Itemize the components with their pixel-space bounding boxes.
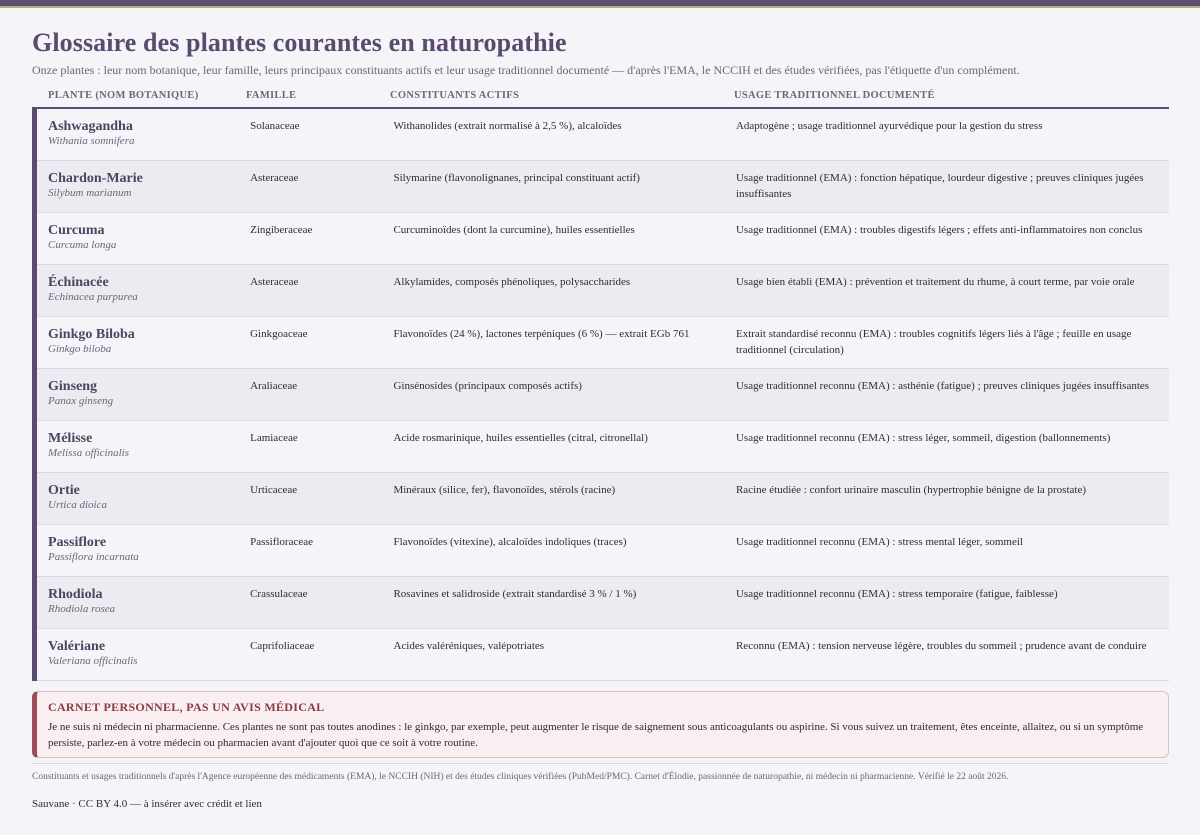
column-header-family: FAMILLE — [246, 90, 297, 101]
plant-name: Ginseng — [48, 379, 98, 394]
constituents-cell: Silymarine (flavonolignanes, principal constituant actif) — [393, 172, 640, 184]
constituents-cell: Acides valéréniques, valépotriates — [393, 640, 545, 652]
family-cell: Araliaceae — [250, 380, 298, 392]
table-row — [37, 473, 1169, 525]
constituents-cell: Minéraux (silice, fer), flavonoïdes, stérols (racine) — [393, 484, 616, 496]
table-row — [37, 161, 1169, 213]
plant-name: Chardon-Marie — [48, 171, 143, 186]
table-row — [37, 629, 1169, 681]
constituents-cell: Ginsénosides (principaux composés actifs) — [393, 380, 582, 392]
plant-cell — [37, 534, 250, 576]
plant-cell — [37, 170, 250, 212]
usage-cell: Usage traditionnel reconnu (EMA) : stress mental léger, sommeil — [735, 536, 1023, 548]
column-header-constituents: CONSTITUANTS ACTIFS — [390, 90, 520, 101]
botanical-name: Melissa officinalis — [48, 447, 129, 459]
usage-cell: Usage bien établi (EMA) : prévention et traitement du rhume, à court terme, par voie orale — [735, 276, 1135, 288]
plants-table-body — [32, 109, 1169, 681]
botanical-name: Panax ginseng — [48, 395, 114, 407]
table-row — [37, 265, 1169, 317]
family-cell: Solanaceae — [250, 120, 300, 132]
table-row — [37, 213, 1169, 265]
plant-cell — [37, 222, 250, 264]
table-row — [37, 109, 1169, 161]
plant-name: Valériane — [48, 639, 106, 654]
constituents-cell: Acide rosmarinique, huiles essentielles (citral, citronellal) — [393, 432, 648, 444]
usage-cell: Usage traditionnel (EMA) : troubles digestifs légers ; effets anti-inflammatoires non conclus — [735, 224, 1143, 236]
constituents-cell: Flavonoïdes (vitexine), alcaloïdes indoliques (traces) — [393, 536, 627, 548]
plant-cell — [37, 326, 250, 368]
table-row — [37, 577, 1169, 629]
family-cell: Passifloraceae — [250, 536, 314, 548]
table-row — [37, 421, 1169, 473]
table-row — [37, 525, 1169, 577]
botanical-name: Passiflora incarnata — [48, 551, 139, 563]
plant-cell — [37, 118, 250, 160]
table-row — [37, 317, 1169, 369]
family-cell: Asteraceae — [250, 172, 299, 184]
family-cell: Zingiberaceae — [250, 224, 313, 236]
column-header-plant: PLANTE (NOM BOTANIQUE) — [48, 90, 199, 101]
botanical-name: Withania somnifera — [48, 135, 135, 147]
family-cell: Ginkgoaceae — [250, 328, 308, 340]
botanical-name: Valeriana officinalis — [48, 655, 138, 667]
table-header — [32, 90, 1169, 109]
disclaimer-text: Je ne suis ni médecin ni pharmacienne. Ces plantes ne sont pas toutes anodines : le ginkgo, par exemple, peut augmenter le risque de saignement sous anticoagulants ou aspirine. Si vous suivez un traitement, êtes enceinte, allaitez, ou si un symptôme persiste, parlez-en à votre médecin ou pharmacien avant d'ajouter quoi que ce soit à votre routine. — [48, 721, 1144, 749]
plant-cell — [37, 638, 250, 680]
plant-cell — [37, 378, 250, 420]
botanical-name: Echinacea purpurea — [48, 291, 138, 303]
page-subtitle: Onze plantes : leur nom botanique, leur famille, leurs principaux constituants actifs et leur usage traditionnel documenté — d'après l'EMA, le NCCIH et des études vérifiées, pas l'étiquette d'un complément. — [32, 63, 1020, 77]
usage-cell: Usage traditionnel reconnu (EMA) : stress temporaire (fatigue, faiblesse) — [735, 588, 1058, 600]
usage-cell: Reconnu (EMA) : tension nerveuse légère, troubles du sommeil ; prudence avant de conduire — [735, 640, 1147, 652]
family-cell: Asteraceae — [250, 276, 299, 288]
glossary-page — [32, 28, 1169, 811]
botanical-name: Rhodiola rosea — [48, 603, 116, 615]
plant-name: Ginkgo Biloba — [48, 327, 135, 342]
botanical-name: Urtica dioica — [48, 499, 107, 511]
usage-cell: Usage traditionnel reconnu (EMA) : stress léger, sommeil, digestion (ballonnements) — [735, 432, 1111, 444]
usage-cell: Usage traditionnel (EMA) : fonction hépatique, lourdeur digestive ; preuves cliniques jugées insuffisantes — [735, 172, 1144, 200]
family-cell: Urticaceae — [250, 484, 298, 496]
page-title: Glossaire des plantes courantes en naturopathie — [32, 28, 567, 57]
constituents-cell: Withanolides (extrait normalisé à 2,5 %), alcaloïdes — [393, 120, 622, 132]
botanical-name: Silybum marianum — [48, 187, 132, 199]
license-credit: Sauvane · CC BY 4.0 — à insérer avec crédit et lien — [32, 798, 262, 810]
family-cell: Lamiaceae — [250, 432, 298, 444]
plant-cell — [37, 274, 250, 316]
usage-cell: Usage traditionnel reconnu (EMA) : asthénie (fatigue) ; preuves cliniques jugées insuffisantes — [735, 380, 1150, 392]
botanical-name: Curcuma longa — [48, 239, 117, 251]
family-cell: Crassulaceae — [250, 588, 308, 600]
constituents-cell: Flavonoïdes (24 %), lactones terpéniques (6 %) — extrait EGb 761 — [393, 328, 690, 340]
plant-name: Ortie — [48, 483, 80, 498]
sources-note: Constituants et usages traditionnels d'après l'Agence européenne des médicaments (EMA), le NCCIH (NIH) et des études cliniques vérifiées (PubMed/PMC). Carnet d'Élodie, passionnée de naturopathie, ni médecin ni pharmacienne. Vérifié le 22 août 2026. — [32, 763, 1169, 784]
botanical-name: Ginkgo biloba — [48, 343, 112, 355]
plant-cell — [37, 482, 250, 524]
column-header-usage: USAGE TRADITIONNEL DOCUMENTÉ — [734, 90, 935, 101]
usage-cell: Adaptogène ; usage traditionnel ayurvédique pour la gestion du stress — [735, 120, 1043, 132]
plant-name: Passiflore — [48, 535, 107, 550]
constituents-cell: Rosavines et salidroside (extrait standardisé 3 % / 1 %) — [393, 588, 637, 600]
plant-cell — [37, 586, 250, 628]
medical-disclaimer-box — [32, 691, 1169, 758]
constituents-cell: Curcuminoïdes (dont la curcumine), huiles essentielles — [393, 224, 635, 236]
disclaimer-title: CARNET PERSONNEL, PAS UN AVIS MÉDICAL — [48, 700, 325, 714]
plant-name: Mélisse — [48, 431, 93, 446]
plant-cell — [37, 430, 250, 472]
top-accent-stripe — [0, 6, 1200, 8]
plant-name: Rhodiola — [48, 587, 103, 602]
table-row — [37, 369, 1169, 421]
family-cell: Caprifoliaceae — [250, 640, 315, 652]
plant-name: Ashwagandha — [48, 119, 133, 134]
usage-cell: Extrait standardisé reconnu (EMA) : troubles cognitifs légers liés à l'âge ; feuille en usage traditionnel (circulation) — [735, 328, 1132, 356]
plant-name: Curcuma — [48, 223, 105, 238]
constituents-cell: Alkylamides, composés phénoliques, polysaccharides — [393, 276, 631, 288]
plant-name: Échinacée — [48, 275, 109, 290]
usage-cell: Racine étudiée : confort urinaire masculin (hypertrophie bénigne de la prostate) — [735, 484, 1086, 496]
